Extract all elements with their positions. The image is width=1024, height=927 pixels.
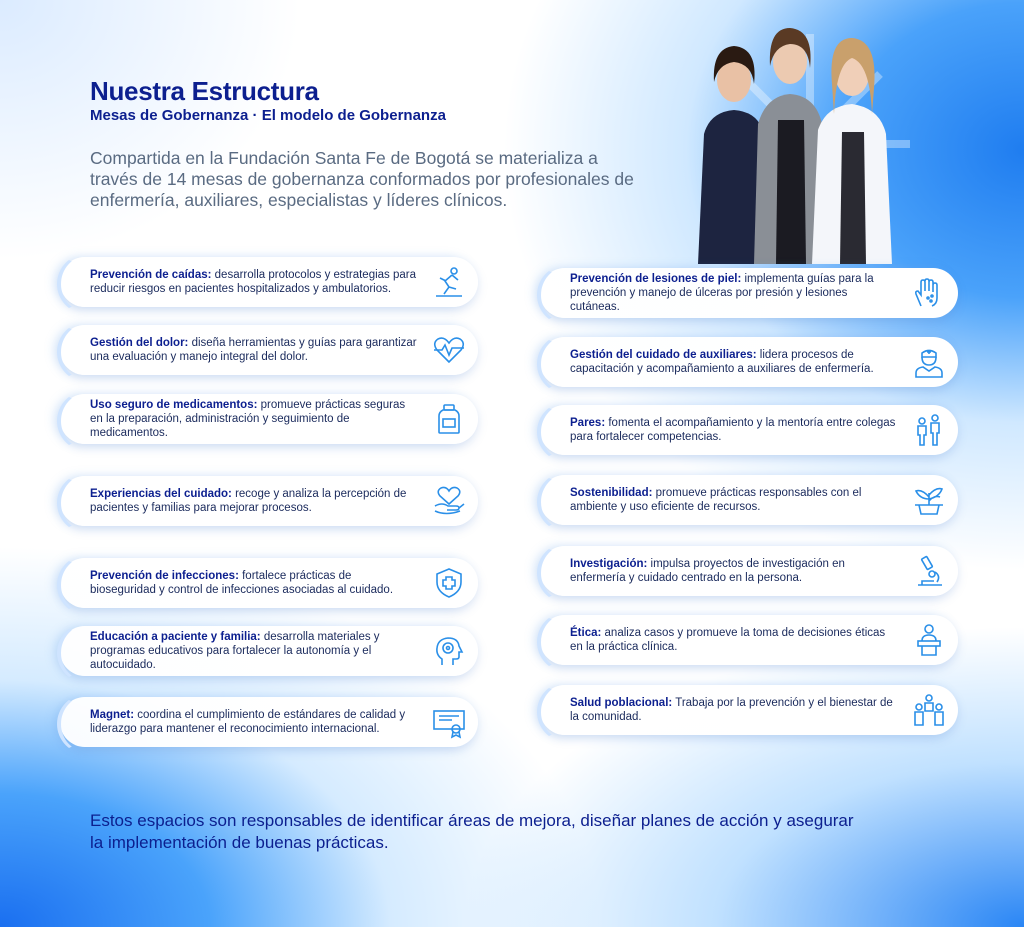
card-gestion-dolor	[60, 325, 478, 375]
card-title: Prevención de infecciones:	[90, 570, 239, 582]
card-title: Experiencias del cuidado:	[90, 488, 232, 500]
card-text: coordina el cumplimiento de estándares de calidad y liderazgo para mantener el reconocimiento internacional.	[90, 709, 406, 735]
card-gestion-cuidado-auxiliares	[540, 337, 958, 387]
hand-skin-icon	[912, 276, 946, 310]
card-educacion-paciente-familia	[60, 626, 478, 676]
card-title: Ética:	[570, 627, 602, 639]
card-pares	[540, 405, 958, 455]
card-title: Uso seguro de medicamentos:	[90, 399, 258, 411]
card-text: diseña herramientas y guías para garantizar una evaluación y manejo integral del dolor.	[90, 337, 417, 363]
card-investigacion	[540, 546, 958, 596]
card-prevencion-lesiones-piel	[540, 268, 958, 318]
card-title: Educación a paciente y familia:	[90, 631, 261, 643]
card-title: Salud poblacional:	[570, 697, 673, 709]
group-people-icon	[912, 693, 946, 727]
card-text: Trabaja por la prevención y el bienestar de la comunidad.	[570, 697, 893, 723]
card-magnet	[60, 697, 478, 747]
shield-cross-icon	[432, 566, 466, 600]
certificate-icon	[432, 705, 466, 739]
card-text: implementa guías para la prevención y manejo de úlceras por presión y lesiones cutáneas.	[570, 273, 874, 313]
card-text: desarrolla materiales y programas educativos para fortalecer la autonomía y el autocuidado.	[90, 631, 380, 671]
card-uso-seguro-medicamentos	[60, 394, 478, 444]
card-text: analiza casos y promueve la toma de decisiones éticas en la práctica clínica.	[570, 627, 886, 653]
card-prevencion-caidas	[60, 257, 478, 307]
card-salud-poblacional	[540, 685, 958, 735]
card-text: lidera procesos de capacitación y acompañamiento a auxiliares de enfermería.	[570, 349, 874, 375]
heart-hand-icon	[432, 484, 466, 518]
card-text: impulsa proyectos de investigación en enfermería y cuidado centrado en la persona.	[570, 558, 845, 584]
card-title: Sostenibilidad:	[570, 487, 653, 499]
team-photo	[690, 24, 930, 264]
card-sostenibilidad	[540, 475, 958, 525]
falling-person-icon	[432, 265, 466, 299]
card-experiencias-cuidado	[60, 476, 478, 526]
card-etica	[540, 615, 958, 665]
footer-text: Estos espacios son responsables de identificar áreas de mejora, diseñar planes de acción y asegurar la implementación de buenas prácticas.	[90, 811, 854, 852]
plant-icon	[912, 483, 946, 517]
page-subtitle: Mesas de Gobernanza · El modelo de Gobernanza	[90, 107, 446, 124]
intro-paragraph: Compartida en la Fundación Santa Fe de Bogotá se materializa a través de 14 mesas de gobernanza conformados por profesionales de enfermería, auxiliares, especialistas y líderes clínicos.	[90, 148, 634, 210]
heartbeat-icon	[432, 333, 466, 367]
card-text: promueve prácticas responsables con el ambiente y uso eficiente de recursos.	[570, 487, 862, 513]
card-text: promueve prácticas seguras en la preparación, administración y seguimiento de medicamentos.	[90, 399, 406, 439]
card-title: Investigación:	[570, 558, 648, 570]
card-title: Gestión del dolor:	[90, 337, 189, 349]
head-brain-icon	[432, 634, 466, 668]
page-title: Nuestra Estructura	[90, 76, 319, 106]
medicine-bottle-icon	[432, 402, 466, 436]
two-people-icon	[912, 413, 946, 447]
microscope-icon	[912, 554, 946, 588]
podium-speaker-icon	[912, 623, 946, 657]
card-title: Magnet:	[90, 709, 135, 721]
card-text: recoge y analiza la percepción de pacientes y familias para mejorar procesos.	[90, 488, 407, 514]
card-title: Gestión del cuidado de auxiliares:	[570, 349, 757, 361]
card-title: Prevención de caídas:	[90, 269, 212, 281]
card-prevencion-infecciones	[60, 558, 478, 608]
card-text: fomenta el acompañamiento y la mentoría entre colegas para fortalecer competencias.	[570, 417, 896, 443]
nurse-icon	[912, 345, 946, 379]
card-title: Pares:	[570, 417, 606, 429]
card-text: fortalece prácticas de bioseguridad y control de infecciones asociadas al cuidado.	[90, 570, 394, 596]
card-title: Prevención de lesiones de piel:	[570, 273, 742, 285]
card-text: desarrolla protocolos y estrategias para reducir riesgos en pacientes hospitalizados y ambulatorios.	[90, 269, 417, 295]
